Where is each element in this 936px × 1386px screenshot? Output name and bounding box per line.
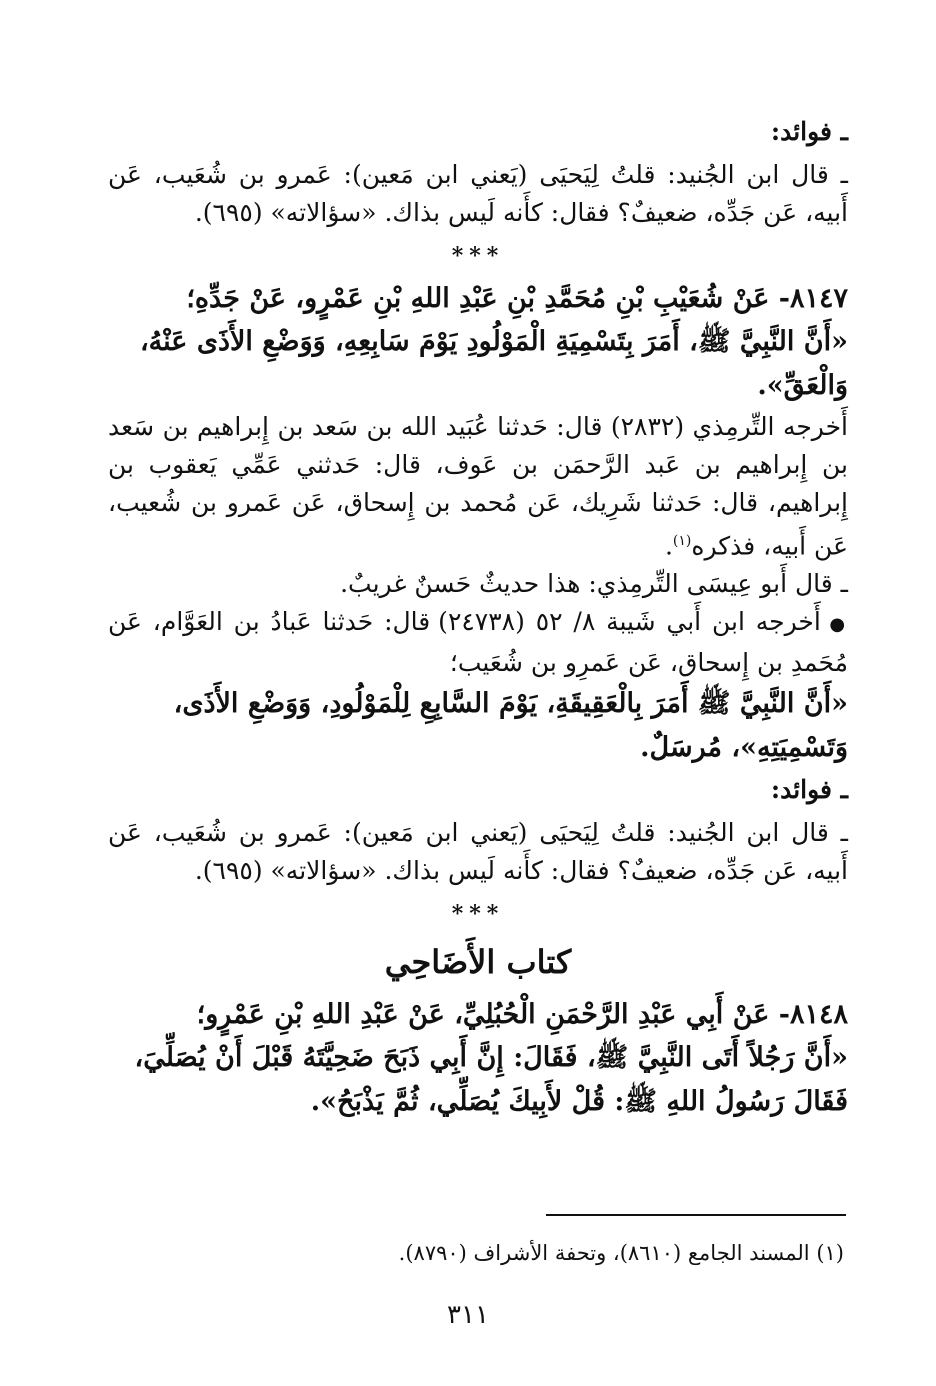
ibn-abi-shayba-takhrij: ● أَخرجه ابن أَبي شَيبة ٨/ ٥٢ (٢٤٧٣٨) قال: حَدثنا عَبادُ بن العَوَّام، عَن مُحَمدِ بن إِسحاق، عَن عَمرِو بن شُعَيب؛: [108, 603, 848, 682]
footnote-reference[interactable]: (١): [672, 533, 692, 549]
benefits-heading-2: ـ فوائد:: [770, 775, 848, 805]
benefits-heading: ـ فوائد:: [770, 117, 848, 146]
page-body: [108, 112, 848, 1124]
hadith-8147-takhrij: أَخرجه التِّرمِذي (٢٨٣٢) قال: حَدثنا عُبَيد الله بن سَعد بن إِبراهيم بن سَعد بن إِبراهيم بن عَبد الرَّحمَن بن عَوف، قال: حَدثني عَمِّي يَعقوب بن إِبراهيم، قال: حَدثنا شَرِيك، عَن مُحمد بن إِسحاق، عَن عَمرو بن شُعيب، عَن أَبيه، فذكره$^{(١)}$.: [108, 412, 848, 561]
page-number: ٣١١: [447, 1300, 489, 1330]
mursal-matn: «أَنَّ النَّبِيَّ ﷺ أَمَرَ بِالْعَقِيقَةِ، يَوْمَ السَّابِعِ لِلْمَوْلُودِ، وَوَضْعِ الأَذَى، وَتَسْمِيَتِهِ»، مُرسَلٌ.: [173, 688, 848, 764]
hadith-8147-isnad: ٨١٤٧- عَنْ شُعَيْبِ بْنِ مُحَمَّدِ بْنِ عَبْدِ اللهِ بْنِ عَمْرٍو، عَنْ جَدِّهِ؛: [186, 283, 848, 314]
benefit-text-2: ـ قال ابن الجُنيد: قلتُ لِيَحيَى (يَعني ابن مَعين): عَمرو بن شُعَيب، عَن أَبيه، عَن جَدِّه، ضعيفٌ؟ فقال: كأَنه لَيس بذاك. «سؤالاته» (٦٩٥).: [108, 818, 848, 886]
benefit-text: ـ قال ابن الجُنيد: قلتُ لِيَحيَى (يَعني ابن مَعين): عَمرو بن شُعَيب، عَن أَبيه، عَن جَدِّه، ضعيفٌ؟ فقال: كأَنه لَيس بذاك. «سؤالاته» (٦٩٥).: [108, 160, 848, 227]
footnote: (١) المسند الجامع (٨٦١٠)، وتحفة الأشراف (٨٧٩٠).: [398, 1241, 844, 1265]
hadith-8148-matn: «أَنَّ رَجُلاً أَتَى النَّبِيَّ ﷺ، فَقَالَ: إِنَّ أَبِي ذَبَحَ ضَحِيَّتَهُ قَبْلَ أَنْ يُصَلِّيَ، فَقَالَ رَسُولُ اللهِ ﷺ: قُلْ لأَبِيكَ يُصَلِّي، ثُمَّ يَذْبَحُ».: [134, 1042, 848, 1118]
section-separator-2: ***: [451, 901, 505, 928]
hadith-8148-isnad: ٨١٤٨- عَنْ أَبِي عَبْدِ الرَّحْمَنِ الْحُبُلِيِّ، عَنْ عَبْدِ اللهِ بْنِ عَمْرٍو؛: [196, 999, 848, 1031]
footnote-divider: [546, 1214, 846, 1216]
takhrij-text: أَخرجه التِّرمِذي (٢٨٣٢) قال: حَدثنا عُبَيد الله بن سَعد بن إِبراهيم بن سَعد بن إِبراهيم بن عَبد الرَّحمَن بن عَوف، قال: حَدثني عَمِّي يَعقوب بن إِبراهيم، قال: حَدثنا شَرِيك، عَن مُحمد بن إِسحاق، عَن عَمرو بن شُعيب، عَن أَبيه، فذكره: [108, 412, 848, 561]
book-title: كتاب الأَضَاحِي: [384, 943, 572, 982]
hadith-8147-matn: «أَنَّ النَّبِيَّ ﷺ، أَمَرَ بِتَسْمِيَةِ الْمَوْلُودِ يَوْمَ سَابِعِهِ، وَوَضْعِ الأَذَى عَنْهُ، وَالْعَقِّ».: [139, 326, 848, 401]
section-separator: ***: [451, 243, 505, 269]
tirmidhi-comment: ـ قال أَبو عِيسَى التِّرمِذي: هذا حديثٌ حَسنٌ غريبٌ.: [340, 569, 848, 599]
